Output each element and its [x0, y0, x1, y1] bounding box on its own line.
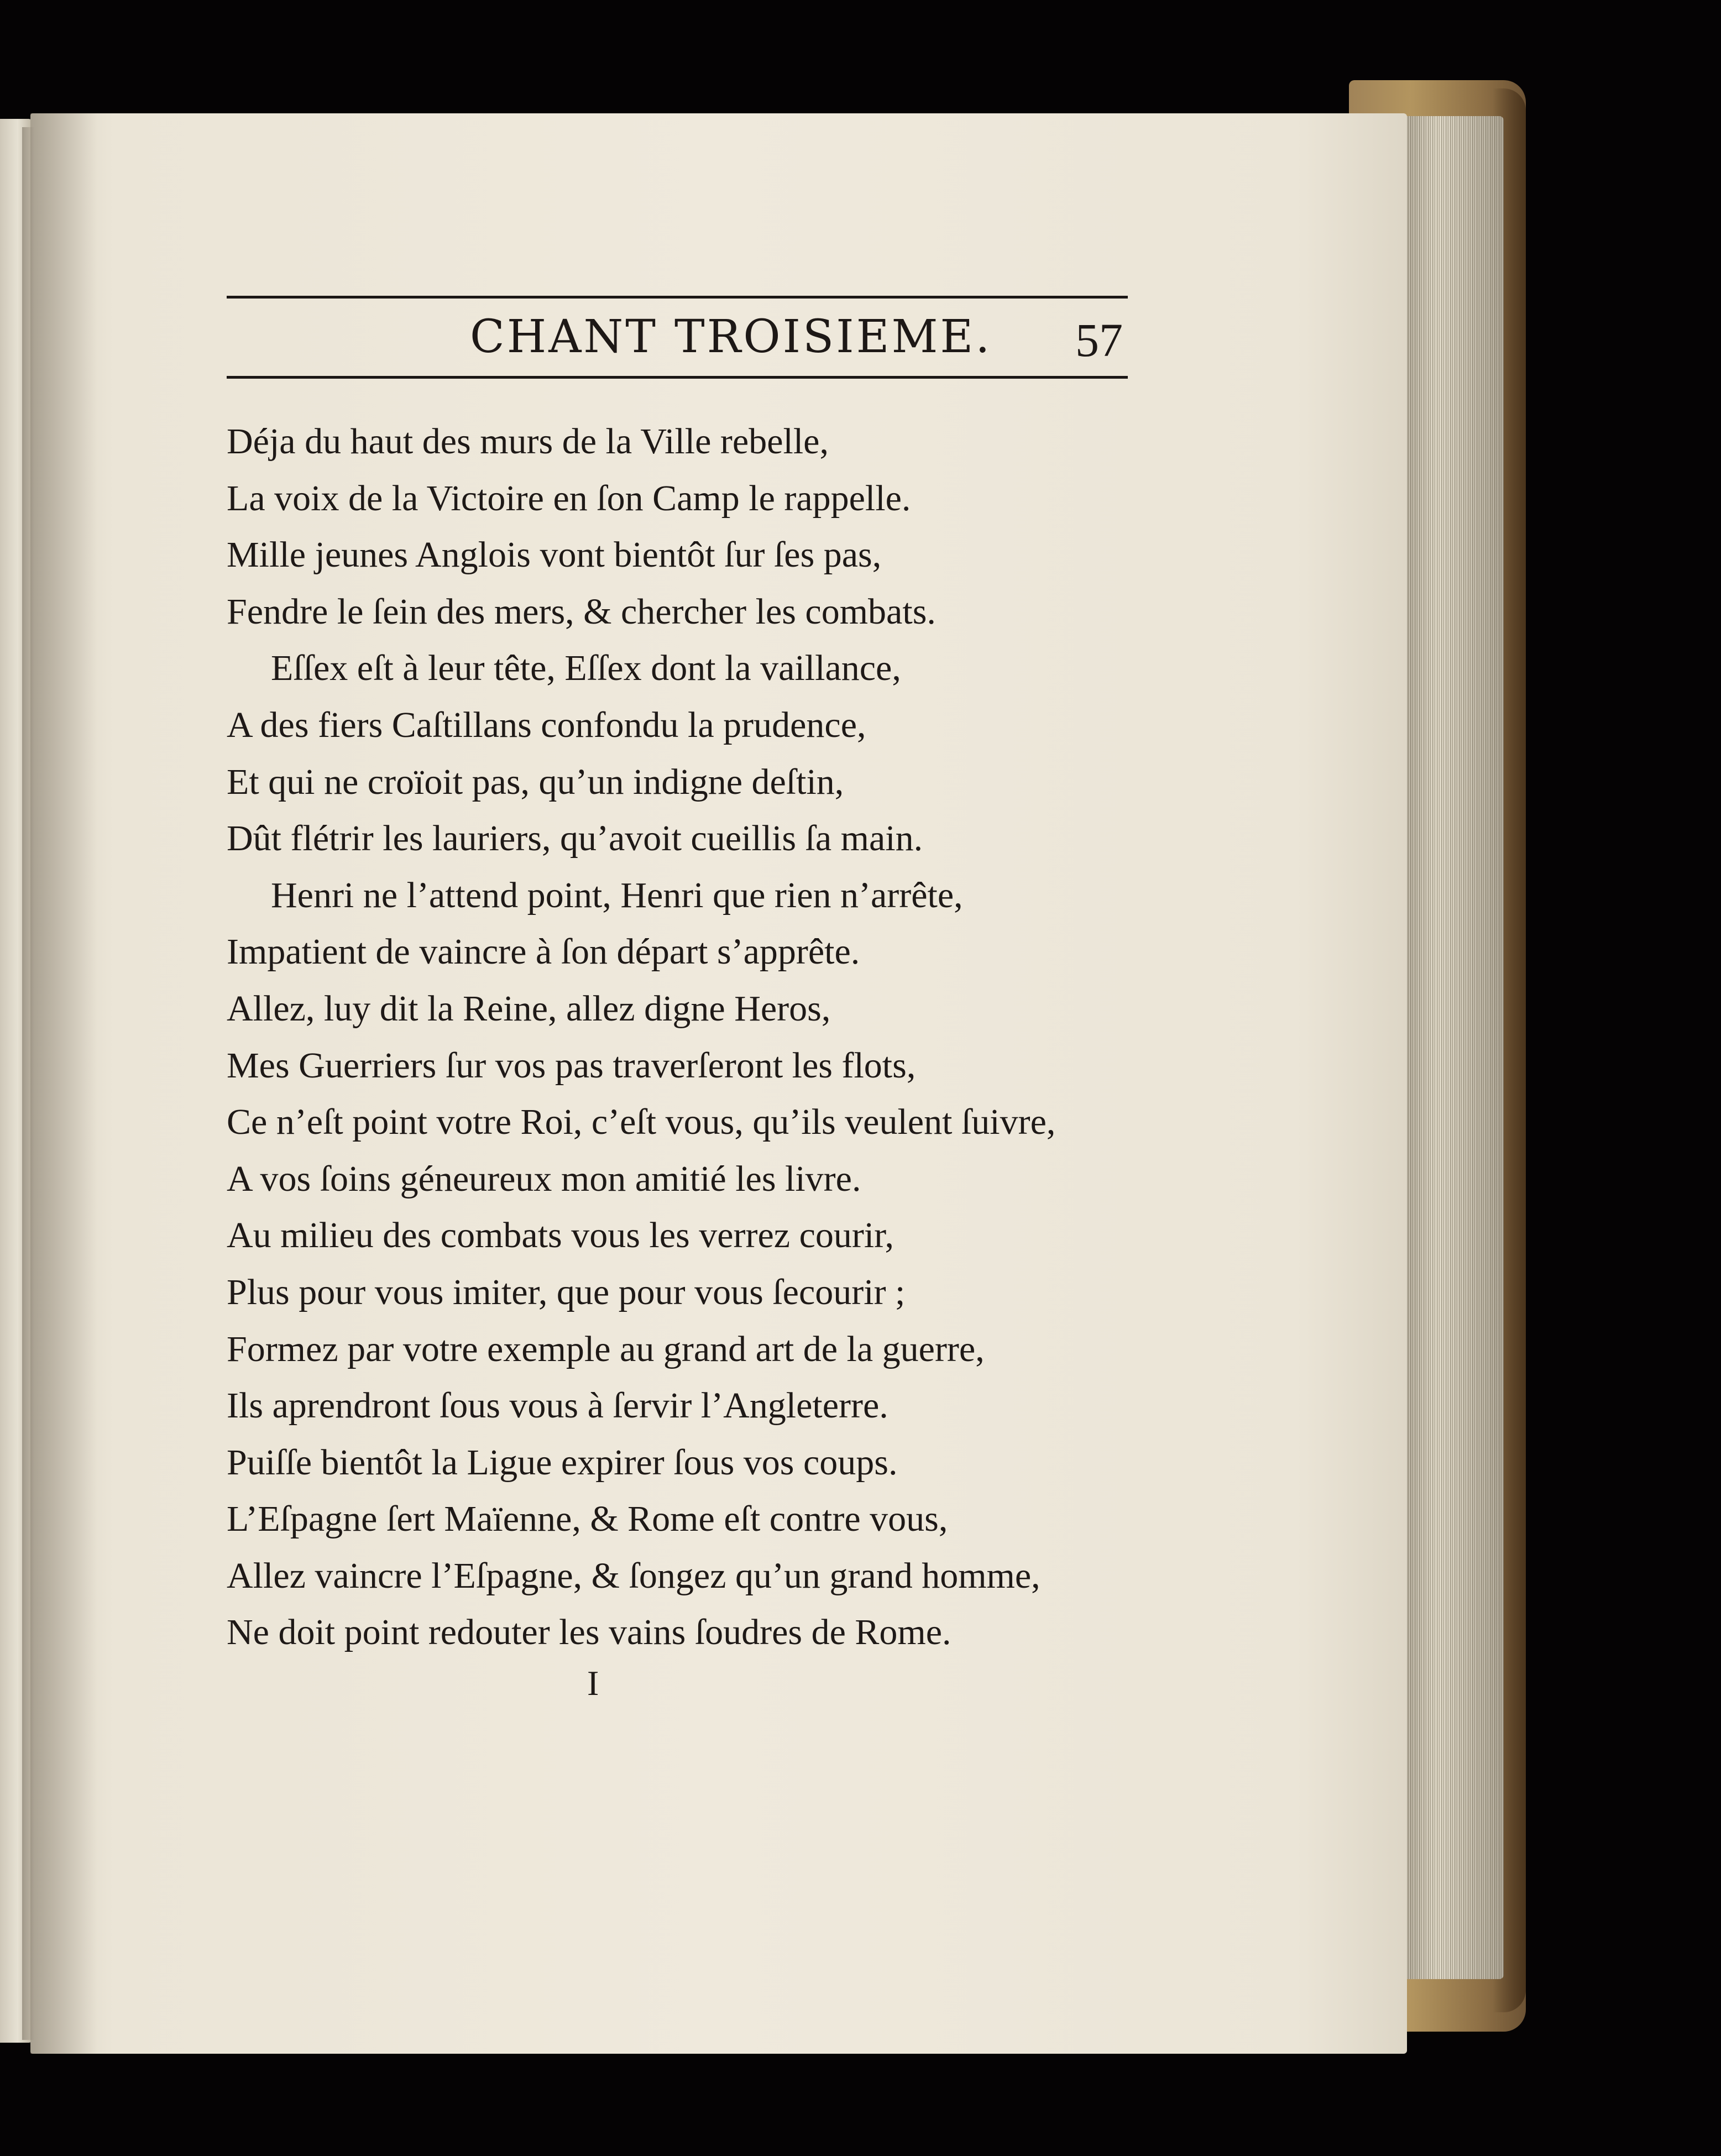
verse-line: Déja du haut des murs de la Ville rebelle, — [227, 421, 829, 462]
verse-block — [227, 414, 1166, 1661]
verse-line: Allez vaincre l’Eſpagne, & ſongez qu’un grand homme, — [227, 1555, 1040, 1596]
verse-line: Puiſſe bientôt la Ligue expirer ſous vos coups. — [227, 1442, 898, 1483]
verse-line: Et qui ne croïoit pas, qu’un indigne deſtin, — [227, 761, 844, 802]
verse-line: Fendre le ſein des mers, & chercher les combats. — [227, 591, 936, 632]
verse-line: Ce n’eſt point votre Roi, c’eſt vous, qu’ils veulent ſuivre, — [227, 1102, 1056, 1143]
verse-line: Plus pour vous imiter, que pour vous ſecourir ; — [227, 1271, 906, 1312]
header-rule-top — [227, 296, 1128, 299]
verse-line: Mille jeunes Anglois vont bientôt ſur ſes pas, — [227, 535, 882, 575]
verse-line: Mes Guerriers ſur vos pas traverſeront les flots, — [227, 1045, 916, 1086]
verse-line: A vos ſoins géneureux mon amitié les livre. — [227, 1158, 861, 1199]
verse-line: Allez, luy dit la Reine, allez digne Heros, — [227, 988, 831, 1029]
page-fore-edge-shade — [1393, 116, 1504, 1979]
verse-line: Impatient de vaincre à ſon départ s’apprête. — [227, 932, 860, 972]
gutter-shadow — [30, 113, 97, 2054]
page-number: 57 — [1075, 313, 1123, 367]
verse-line: L’Eſpagne ſert Maïenne, & Rome eſt contre vous, — [227, 1499, 948, 1540]
verse-line: Henri ne l’attend point, Henri que rien n’arrête, — [271, 875, 963, 915]
verse-line: Au milieu des combats vous les verrez courir, — [227, 1215, 894, 1256]
verse-line: Dût flétrir les lauriers, qu’avoit cueillis ſa main. — [227, 818, 923, 859]
verse-line: Formez par votre exemple au grand art de la guerre, — [227, 1328, 985, 1369]
verse-line: Ne doit point redouter les vains ſoudres de Rome. — [227, 1612, 951, 1653]
signature-mark: I — [587, 1663, 599, 1703]
verse-line: La voix de la Victoire en ſon Camp le rappelle. — [227, 478, 911, 519]
running-head: CHANT TROISIEME. — [470, 311, 992, 363]
header-rule-bottom — [227, 376, 1128, 379]
verse-line: A des fiers Caſtillans confondu la prudence, — [227, 704, 866, 745]
verse-line: Eſſex eſt à leur tête, Eſſex dont la vaillance, — [271, 648, 901, 689]
left-page-shadow — [22, 127, 34, 2040]
verse-line: Ils aprendront ſous vous à ſervir l’Angleterre. — [227, 1385, 888, 1426]
